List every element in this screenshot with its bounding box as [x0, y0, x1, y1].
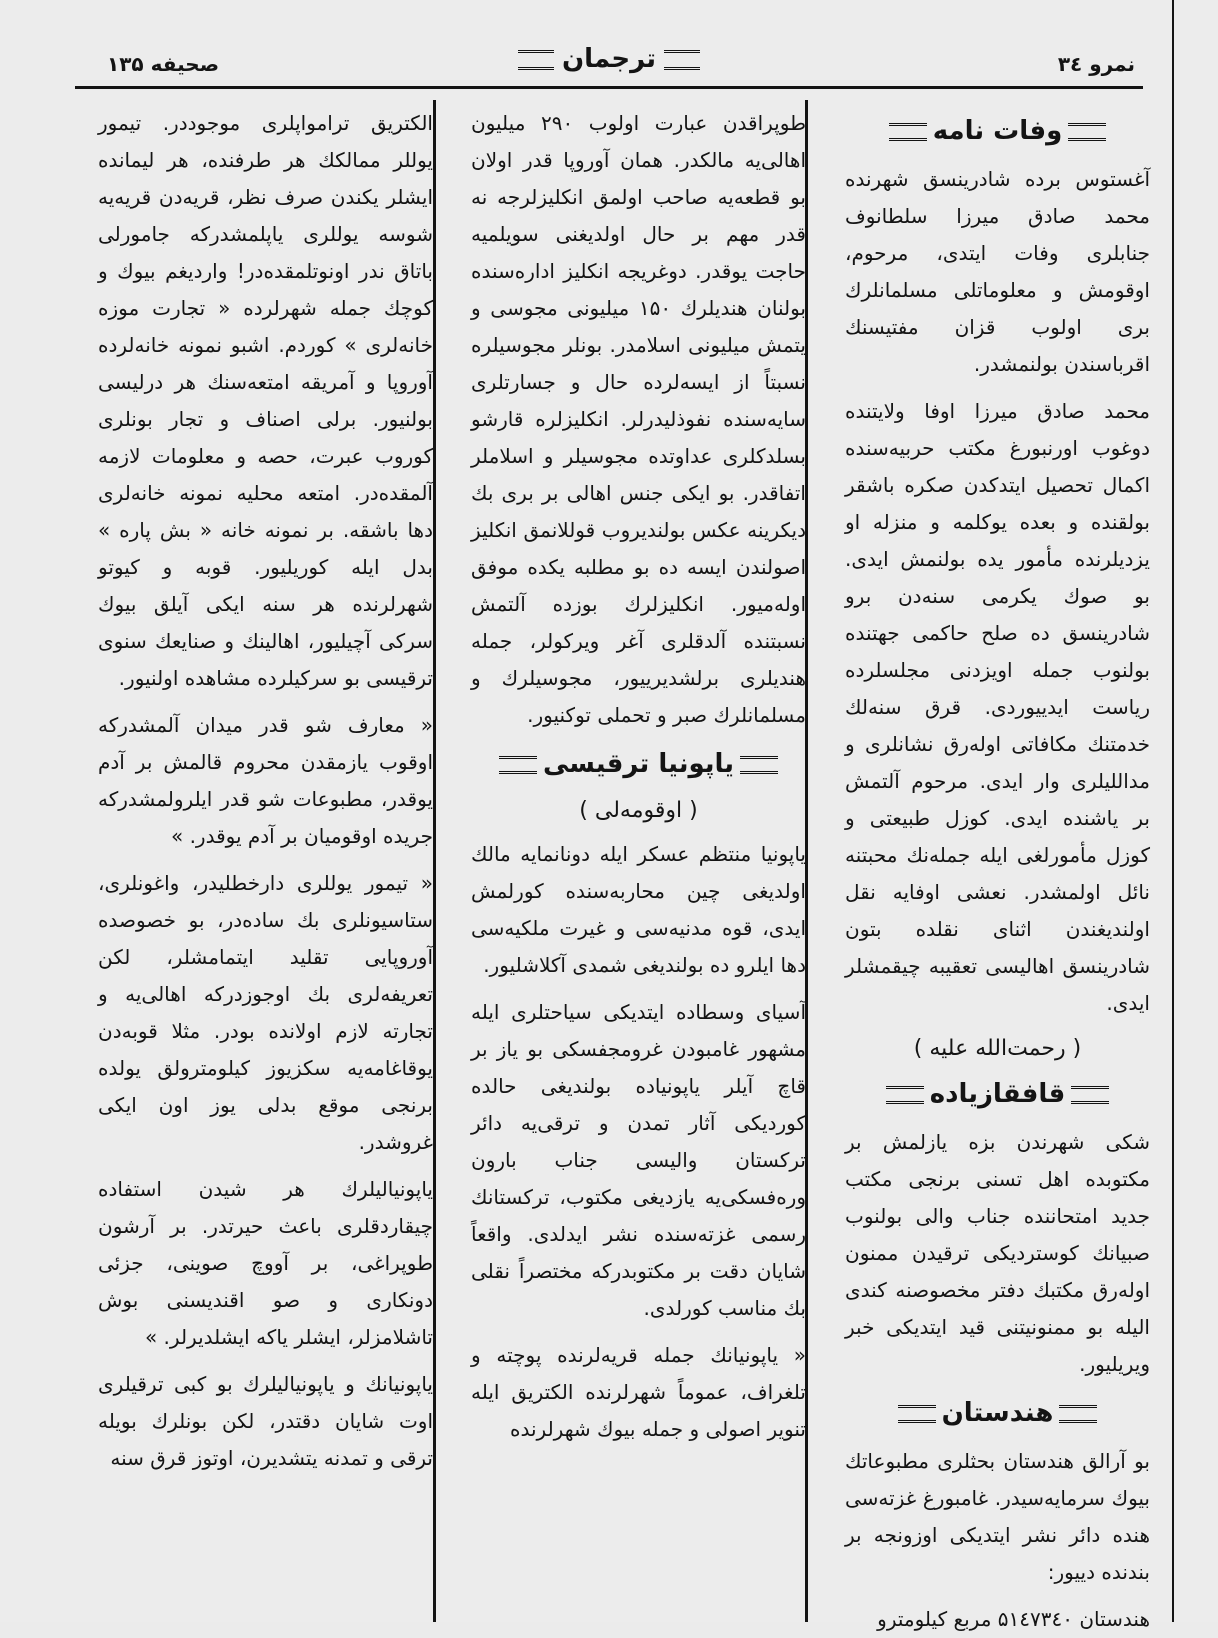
paragraph: محمد صادق میرزا اوفا ولایتنده دوغوب اورنبورغ مکتب حربیه‌سنده اکمال تحصیل ایتدکدن صکره باشقر بولقنده و بعده یوکلمه و منزله او یزدیلرنده مأمور یده بولنمش ایدی. بو صوك یکرمی سنه‌دن برو شادرینسق ده صلح حاکمی جهتنده بولنوب جمله اویزدنی مجلسلرده ریاست ایدییوردی. قرق سنه‌لك خدمتنك مکافاتی اوله‌رق نشانلری و مداللیلری وار ایدی. مرحوم آلتمش بر یاشنده ایدی. کوزل طبیعتی و کوزل مأمورلغی ایله جمله‌نك محبتنه نائل اولمشدر. نعشی اوفایه نقل اولندیغندن اثنای نقلده بتون شادرینسق اهالیسی تعقیبه چیقمشلر ایدی.: [845, 399, 1150, 1015]
heading-ornament-icon: [1071, 1086, 1109, 1104]
prayer-line: ( رحمت‌الله علیه ): [913, 1036, 1082, 1061]
column-middle: [471, 105, 806, 1612]
paragraph: هندستان ۵۱٤۷۳٤۰ مربع کیلومترو: [877, 1607, 1150, 1631]
section-heading: [845, 1074, 1150, 1114]
paragraph: آغستوس برده شادرینسق شهرنده محمد صادق میرزا سلطانوف جنابلری وفات ایتدی، مرحوم، اوقومش و معلوماتلی مسلمانلرك بری اولوب قزان مفتیسنك اقرباسندن بولنمشدر.: [845, 167, 1150, 376]
column-right: [845, 105, 1150, 1631]
heading-text: هندستان: [941, 1398, 1054, 1428]
paragraph: بو آرالق هندستان بحثلری مطبوعاتك بیوك سرمایه‌سیدر. غامبورغ غزته‌سی هنده دائر نشر ایتدیکی اوزونجه بر بندنده دییور:: [845, 1449, 1150, 1584]
paragraph: آسیای وسطاده ایتدیکی سیاحتلری ایله مشهور غامبودن غرومجفسکی بو یاز بر قاچ آیلر یاپونیاده بولندیغی حالده کوردیکی آثار تمدن و ترقی‌یه دائر ترکستان والیسی جناب بارون وره‌فسکی‌یه یازدیغی مکتوب، ترکستانك رسمی غزته‌سنده نشر ایدلدی. واقعاً شایان دقت بر مکتوبدرکه مختصراً نقلی بك مناسب کورلدی.: [471, 1000, 806, 1320]
section-heading: [845, 111, 1150, 151]
masthead-title: ترجمان: [561, 44, 657, 74]
left-ornament-icon: [664, 50, 700, 70]
column-divider: [433, 100, 436, 1622]
heading-text: وفات نامه: [932, 116, 1063, 146]
heading-ornament-icon: [1068, 123, 1106, 141]
header-rule: [75, 86, 1143, 89]
page-number: صحیفه ۱۳۵: [107, 52, 220, 76]
page-edge-line: [1172, 0, 1174, 1622]
paragraph: شکی شهرندن بزه یازلمش بر مکتوبده اهل تسنی برنجی مکتب جدید امتحاننده جناب والی بولنوب صبیانك کوستردیکی ترقیدن ممنون اوله‌رق مکتبك دفتر مخصوصنه کندی الیله بو ممنونیتنی قید ایتدیکی خبر ویریلیور.: [845, 1130, 1150, 1376]
paragraph: یاپونیانك و یاپونیالیلرك بو کبی ترقیلری اوت شایان دقتدر، لکن بونلرك بویله ترقی و تمدنه یتشدیرن، اوتوز قرق سنه: [98, 1372, 433, 1470]
paragraph: یاپونیالیلرك هر شیدن استفاده چیقاردقلری باعث حیرتدر. بر آرشون طوپراغی، بر آووچ صوینی، جزئی دونکاری و صو اقندیسنی بوش تاشلامزلر، ایشلر یاکه ایشلدیرلر. »: [98, 1177, 433, 1349]
paragraph: طوپراقدن عبارت اولوب ۲۹۰ میلیون اهالی‌یه مالکدر. همان آوروپا قدر اولان بو قطعه‌یه صاحب اولمق انکلیزلرجه نه قدر مهم بر حال اولدیغنی سویلمیه حاجت یوقدر. دوغریجه انکلیز اداره‌سنده بولنان هندیلرك ۱۵۰ میلیونی مجوسی و یتمش میلیونی اسلامدر. بونلر مجوسیلره نسبتاً از ایسه‌لرده حال و جسارتلری سایه‌سنده نفوذلیدرلر. انکلیزلره قارشو بسلدکلری عداوتده مجوسیلر و اسلاملر اتفاقدر. بو ایکی جنس اهالی بر بری بك دیکرینه عکس بولندیروب قوللانمق انکلیز اصولندن ایسه ده بو مطلبه یکده موفق اوله‌میور. انکلیزلرك بوزده آلتمش نسبتنده آلدقلری آغر ویرکولر، جمله هندیلری برلشدیرییور، مجوسیلرك و مسلمانلرك صبر و تحملی توکنیور.: [471, 111, 806, 727]
heading-ornament-icon: [499, 756, 537, 774]
heading-ornament-icon: [1059, 1405, 1097, 1423]
heading-ornament-icon: [889, 123, 927, 141]
issue-number: نمرو ۳٤: [1057, 52, 1135, 76]
section-heading: [845, 1393, 1150, 1433]
paragraph: یاپونیا منتظم عسکر ایله دونانمایه مالك اولدیغی چین محاربه‌سنده کورلمش ایدی، قوه مدنیه‌سی و غیرت ملکیه‌سی دها ایلرو ده بولندیغی شمدی آکلاشلیور.: [471, 842, 806, 977]
paragraph: « معارف شو قدر میدان آلمشدرکه اوقوب یازمقدن محروم قالمش بر آدم یوقدر، مطبوعات شو قدر ایلرولمشدرکه جریده اوقومیان بر آدم یوقدر. »: [98, 713, 433, 848]
masthead: [75, 44, 1143, 74]
heading-text: یاپونیا ترقیسی: [542, 749, 735, 779]
section-subtitle: ( اوقومه‌لی ): [579, 798, 698, 823]
column-left: [98, 105, 433, 1612]
heading-ornament-icon: [740, 756, 778, 774]
heading-ornament-icon: [898, 1405, 936, 1423]
paragraph: الکتریق ترامواپلری موجوددر. تیمور یوللر ممالکك هر طرفنده، هر لیمانده ایشلر یکندن صرف نظر، قریه‌دن قریه‌یه شوسه یوللری یاپلمشدرکه جامورلی باتاق ندر اونوتلمقده‌در! واردیغم بیوك و کوچك جمله شهرلرده « تجارت موزه خانه‌لری » کوردم. اشبو نمونه خانه‌لرده آوروپا و آمریقه امتعه‌سنك هر درلیسی بولنیور. برلی اصناف و تجار بونلری کوروب عبرت، حصه و معلومات لازمه آلمقده‌در. امتعه محلیه نمونه خانه‌لری دها باشقه. بر نمونه خانه « بش پاره » بدل ایله کوریلیور. قوبه و کیوتو شهرلرنده هر سنه ایکی آیلق بیوك سرکی آچیلیور، اهالینك و صنایعك سنوی ترقیسی بو سرکیلرده مشاهده اولنیور.: [98, 111, 433, 690]
page-header: [75, 40, 1143, 100]
paragraph: « یاپونیانك جمله قریه‌لرنده پوچته و تلغراف، عموماً شهرلرنده الکتریق ایله تنویر اصولی و جمله بیوك شهرلرنده: [471, 1343, 806, 1441]
heading-text: قافقازیاده: [929, 1079, 1066, 1109]
section-heading: [471, 744, 806, 784]
heading-ornament-icon: [886, 1086, 924, 1104]
right-ornament-icon: [518, 50, 554, 70]
paragraph: « تیمور یوللری دارخطلیدر، واغونلری، ستاسیونلری بك ساده‌در، بو خصوصده آوروپایی تقلید ایتمامشلر، لکن تعریفه‌لری بك اوجوزدرکه اهالی‌یه و تجارته لازم اولانده بودر. مثلا قوبه‌دن یوقاغامه‌یه سکزیوز کیلومترولق یولده برنجی موقع بدلی یوز اون ایکی غروشدر.: [98, 871, 433, 1154]
